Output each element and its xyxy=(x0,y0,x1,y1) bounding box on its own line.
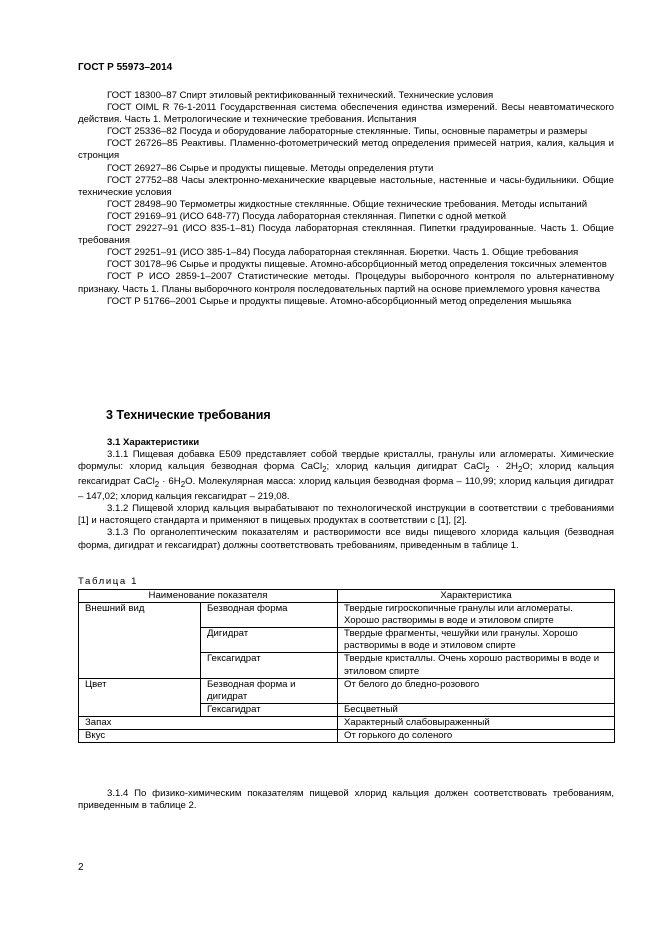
table-header-row xyxy=(79,590,615,603)
table-cell: Твердые гигроскопичные гранулы или агломераты. Хорошо растворимы в воде и этиловом спирте xyxy=(338,603,615,628)
column-header: Наименование показателя xyxy=(79,590,338,603)
paragraph-3-1-1: 3.1.1 Пищевая добавка Е509 представляет собой твердые кристаллы, гранулы или агломераты. Химические формулы: хлорид кальция безводная форма CaCl$_2$; хлорид кальция дигидрат CaCl$_2$ · $2H_2O$; хлорид кальция гексагидрат CaCl$_2$ · $6H_2O$. Молекулярная масса: хлорид кальция безводная форма – 110,99; хлорид кальция дигидрат – 147,02; хлорид кальция гексагидрат – 219,08. xyxy=(78,449,614,503)
table-cell: Вкус xyxy=(79,730,338,743)
ref-item: ГОСТ 30178–96 Сырье и продукты пищевые. Атомно-абсорбционный метод определения токсичных элементов xyxy=(107,259,607,271)
table-cell: Твердые кристаллы. Очень хорошо растворимы в воде и этиловом спирте xyxy=(338,653,615,678)
table-cell: Твердые фрагменты, чешуйки или гранулы. Хорошо растворимы в воде и этиловом спирте xyxy=(338,628,615,653)
section-title: 3 Технические требования xyxy=(106,408,271,422)
ref-item: ГОСТ OIML R 76-1-2011 Государственная система обеспечения единства измерений. Весы неавтоматического действия. Часть 1. Метрологические и технические требования. Испытания xyxy=(78,102,614,126)
ref-item: ГОСТ 27752–88 Часы электронно-механические кварцевые настольные, настенные и часы-будильники. Общие технические условия xyxy=(78,174,614,198)
table-cell: Гексагидрат xyxy=(201,653,338,678)
table-cell: Гексагидрат xyxy=(201,703,338,716)
subsection-title: 3.1 Характеристики xyxy=(107,437,200,448)
table-cell: Бесцветный xyxy=(338,703,615,716)
column-header: Характеристика xyxy=(338,590,615,603)
paragraph-3-1-3: 3.1.3 По органолептическим показателям и растворимости все виды пищевого хлорида кальция (безводная форма, дигидрат и гексагидрат) должны соответствовать требованиям, приведенным в таблице 1. xyxy=(78,527,614,551)
paragraph-3-1-4: 3.1.4 По физико-химическим показателям пищевой хлорид кальция должен соответствовать требованиям, приведенным в таблице 2. xyxy=(78,788,614,812)
section-body xyxy=(78,437,614,552)
ref-item: ГОСТ Р 51766–2001 Сырье и продукты пищевые. Атомно-абсорбционный метод определения мышьяка xyxy=(107,295,572,307)
page-number: 2 xyxy=(78,862,84,873)
table-caption: Таблица 1 xyxy=(78,576,139,587)
table-cell: Дигидрат xyxy=(201,628,338,653)
table-cell: От белого до бледно-розового xyxy=(338,678,615,703)
ref-item: ГОСТ 25336–82 Посуда и оборудование лабораторные стеклянные. Типы, основные параметры и размеры xyxy=(107,126,588,138)
ref-item: ГОСТ 28498–90 Термометры жидкостные стеклянные. Общие технические требования. Методы испытаний xyxy=(107,198,588,210)
ref-item: ГОСТ Р ИСО 2859-1–2007 Статистические методы. Процедуры выборочного контроля по альтернативному признаку. Часть 1. Планы выборочного контроля последовательных партий на основе приемлемого уровня качества xyxy=(78,271,614,295)
paragraph-3-1-2: 3.1.2 Пищевой хлорид кальция вырабатывают по технологической инструкции в соответствии с требованиями [1] и настоящего стандарта и применяют в пищевых продуктах в соответствии с [1], [2]. xyxy=(78,503,614,527)
table-cell: Безводная форма и дигидрат xyxy=(201,678,338,703)
table-row xyxy=(79,678,615,703)
ref-item: ГОСТ 29169–91 (ИСО 648-77) Посуда лабораторная стеклянная. Пипетки с одной меткой xyxy=(107,210,506,222)
normative-references xyxy=(78,90,614,308)
ref-item: ГОСТ 26726–85 Реактивы. Пламенно-фотометрический метод определения примесей натрия, калия, кальция и стронция xyxy=(78,138,614,162)
ref-item: ГОСТ 18300–87 Спирт этиловый ректификованный технический. Технические условия xyxy=(107,90,494,101)
table-cell: От горького до соленого xyxy=(338,730,615,743)
table-row xyxy=(79,730,615,743)
table-row xyxy=(79,603,615,628)
table-cell: Характерный слабовыраженный xyxy=(338,716,615,729)
ref-item: ГОСТ 29227–91 (ИСО 835-1–81) Посуда лабораторная стеклянная. Пипетки градуированные. Часть 1. Общие требования xyxy=(78,223,614,247)
document-header: ГОСТ Р 55973–2014 xyxy=(78,62,173,73)
table-1 xyxy=(78,589,615,743)
table-cell: Безводная форма xyxy=(201,603,338,628)
table-cell: Запах xyxy=(79,716,338,729)
table-cell: Цвет xyxy=(79,678,201,716)
ref-item: ГОСТ 26927–86 Сырье и продукты пищевые. Методы определения ртути xyxy=(107,162,434,174)
section-body-continued xyxy=(78,788,614,812)
table-row xyxy=(79,716,615,729)
table-cell: Внешний вид xyxy=(79,603,201,679)
ref-item: ГОСТ 29251–91 (ИСО 385-1–84) Посуда лабораторная стеклянная. Бюретки. Часть 1. Общие требования xyxy=(107,247,579,259)
